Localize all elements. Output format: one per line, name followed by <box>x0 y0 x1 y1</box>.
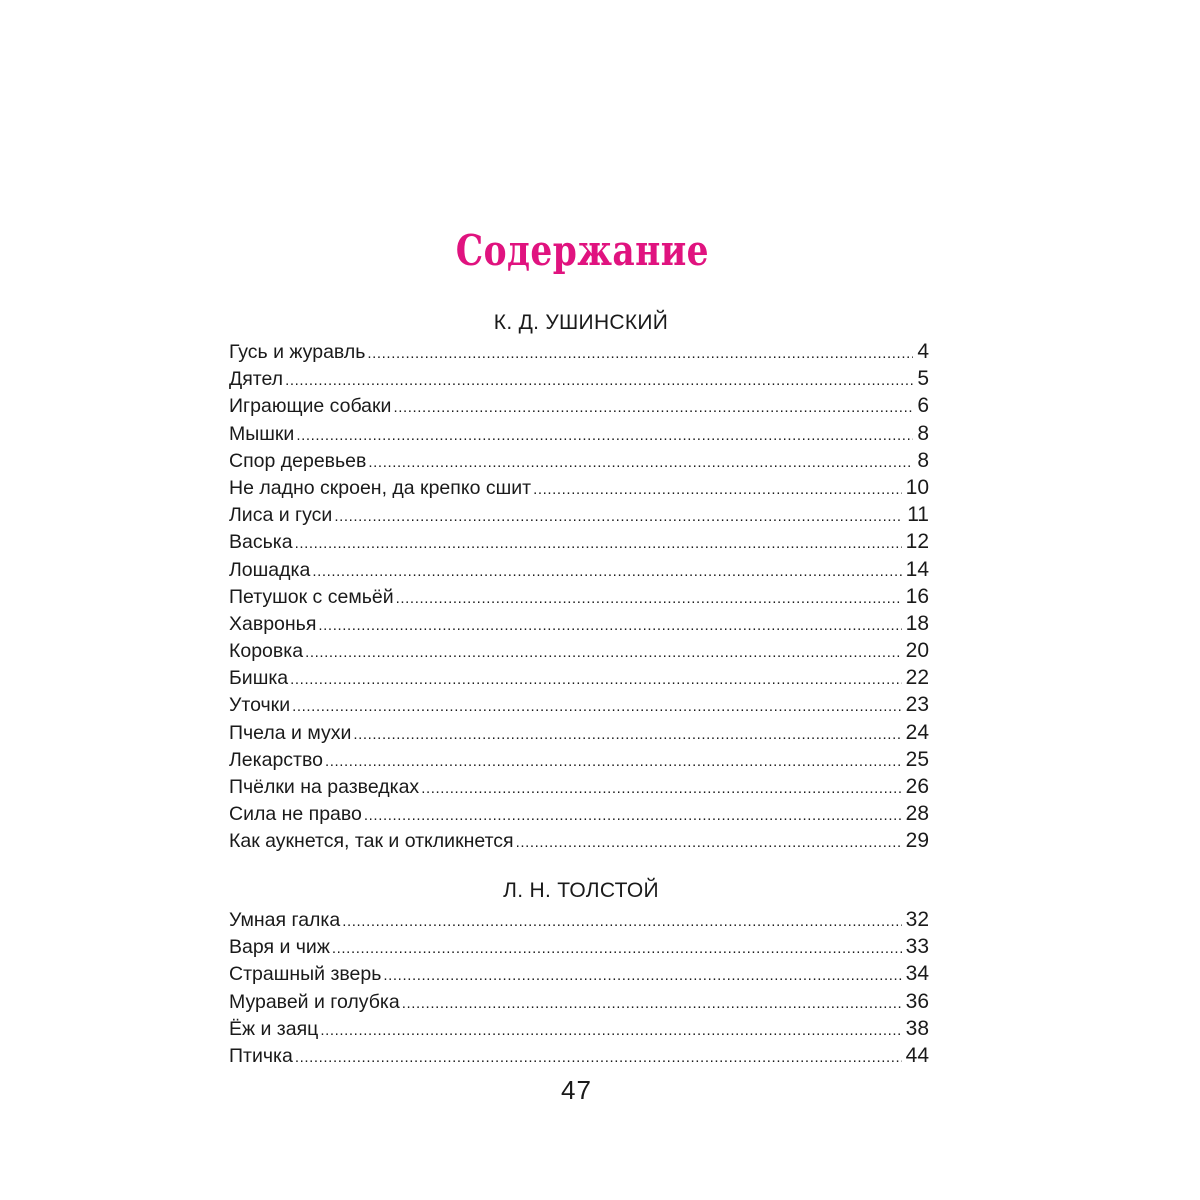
toc-entry-title: Спор деревьев <box>229 449 367 472</box>
toc-entry <box>229 501 929 528</box>
toc-entry-page: 29 <box>905 829 929 853</box>
dot-leader <box>290 666 902 693</box>
toc-list <box>229 338 929 855</box>
toc-entry <box>229 988 929 1015</box>
toc-entry-page: 24 <box>905 720 929 744</box>
toc-entry-page: 36 <box>905 989 929 1013</box>
toc-entry <box>229 719 929 746</box>
toc-entry-page: 25 <box>905 747 929 771</box>
toc-entry <box>229 420 929 447</box>
dot-leader <box>312 558 901 585</box>
toc-entry-page: 23 <box>905 693 929 717</box>
toc-entry-title: Лиса и гуси <box>229 504 333 527</box>
toc-entry <box>229 392 929 419</box>
toc-entry <box>229 637 929 664</box>
toc-entry-title: Петушок с семьёй <box>229 585 394 608</box>
toc-entry-page: 44 <box>905 1043 929 1067</box>
toc-entry-title: Играющие собаки <box>229 395 392 418</box>
dot-leader <box>325 748 902 775</box>
toc-entry-title: Сила не право <box>229 803 362 826</box>
dot-leader <box>383 962 901 989</box>
dot-leader <box>421 775 901 802</box>
toc-entry-page: 12 <box>905 530 929 554</box>
toc-entry <box>229 447 929 474</box>
toc-entry <box>229 556 929 583</box>
toc-entry-page: 6 <box>917 394 929 418</box>
dot-leader <box>318 612 901 639</box>
toc-entry-title: Пчела и мухи <box>229 721 352 744</box>
toc-entry-title: Муравей и голубка <box>229 990 400 1013</box>
toc-entry <box>229 474 929 501</box>
dot-leader <box>533 476 902 503</box>
toc-entry <box>229 933 929 960</box>
toc-entry-page: 11 <box>907 503 929 527</box>
toc-entry-title: Лекарство <box>229 748 323 771</box>
toc-entry <box>229 691 929 718</box>
page-number: 47 <box>561 1075 592 1105</box>
toc-section-tolstoy <box>229 876 929 1069</box>
toc-entry-title: Коровка <box>229 640 304 663</box>
dot-leader <box>396 585 902 612</box>
toc-entry-title: Лошадка <box>229 558 311 581</box>
toc-entry-page: 28 <box>905 802 929 826</box>
toc-entry-page: 20 <box>905 639 929 663</box>
toc-list <box>229 906 929 1069</box>
toc-entry-page: 8 <box>917 448 929 472</box>
toc-entry-page: 32 <box>905 908 929 931</box>
dot-leader <box>292 693 902 720</box>
toc-entry-page: 4 <box>917 340 929 363</box>
toc-entry-title: Страшный зверь <box>229 963 382 986</box>
section-author: Л. Н. ТОЛСТОЙ <box>503 879 659 902</box>
toc-entry-title: Пчёлки на разведках <box>229 776 420 798</box>
toc-entry-page: 16 <box>905 584 929 608</box>
toc-entry-page: 8 <box>917 421 929 445</box>
toc-entry-page: 10 <box>905 475 929 499</box>
toc-entry-title: Бишка <box>229 667 289 690</box>
dot-leader <box>516 829 902 856</box>
dot-leader <box>367 340 913 367</box>
toc-entry <box>229 338 929 365</box>
toc-entry <box>229 1042 929 1069</box>
toc-entry-title: Не ладно скроен, да крепко сшит <box>229 476 532 499</box>
dot-leader <box>368 449 913 476</box>
dot-leader <box>342 908 901 935</box>
dot-leader <box>320 1017 901 1044</box>
toc-entry-page: 33 <box>905 935 929 959</box>
toc-entry-page: 26 <box>905 775 929 798</box>
toc-entry <box>229 528 929 555</box>
dot-leader <box>364 802 902 829</box>
dot-leader <box>393 394 913 421</box>
toc-entry-title: Умная галка <box>229 909 341 931</box>
toc-entry <box>229 827 929 854</box>
dot-leader <box>334 503 903 530</box>
toc-entry-title: Васька <box>229 531 293 554</box>
toc-entry <box>229 365 929 392</box>
toc-entry-title: Как аукнется, так и откликнется <box>229 830 514 853</box>
toc-entry <box>229 1015 929 1042</box>
section-author: К. Д. УШИНСКИЙ <box>493 311 669 334</box>
toc-entry-title: Мышки <box>229 422 295 445</box>
dot-leader <box>353 721 901 748</box>
dot-leader <box>285 367 913 394</box>
toc-entry <box>229 583 929 610</box>
toc-entry-page: 38 <box>905 1016 929 1040</box>
dot-leader <box>295 530 902 557</box>
toc-entry-title: Ёж и заяц <box>229 1017 319 1040</box>
toc-section-ushinsky <box>229 308 929 855</box>
toc-entry-page: 14 <box>905 557 929 581</box>
dot-leader <box>305 639 902 666</box>
toc-entry <box>229 664 929 691</box>
toc-entry <box>229 746 929 773</box>
toc-entry-title: Птичка <box>229 1044 293 1067</box>
toc-entry-title: Варя и чиж <box>229 936 330 959</box>
toc-entry-page: 34 <box>905 962 929 986</box>
toc-entry-title: Хавронья <box>229 612 317 635</box>
toc-entry <box>229 800 929 827</box>
toc-entry <box>229 960 929 987</box>
dot-leader <box>332 935 902 962</box>
dot-leader <box>295 1044 902 1071</box>
toc-entry <box>229 906 929 933</box>
toc-entry-page: 5 <box>917 367 929 391</box>
toc-entry <box>229 773 929 800</box>
page-title: Содержание <box>455 226 709 275</box>
toc-entry-title: Гусь и журавль <box>229 341 366 363</box>
toc-entry-title: Дятел <box>229 368 284 391</box>
toc-entry-page: 18 <box>905 611 929 635</box>
toc-entry <box>229 610 929 637</box>
dot-leader <box>296 422 913 449</box>
toc-entry-title: Уточки <box>229 694 291 717</box>
toc-entry-page: 22 <box>905 666 929 690</box>
dot-leader <box>402 990 902 1017</box>
